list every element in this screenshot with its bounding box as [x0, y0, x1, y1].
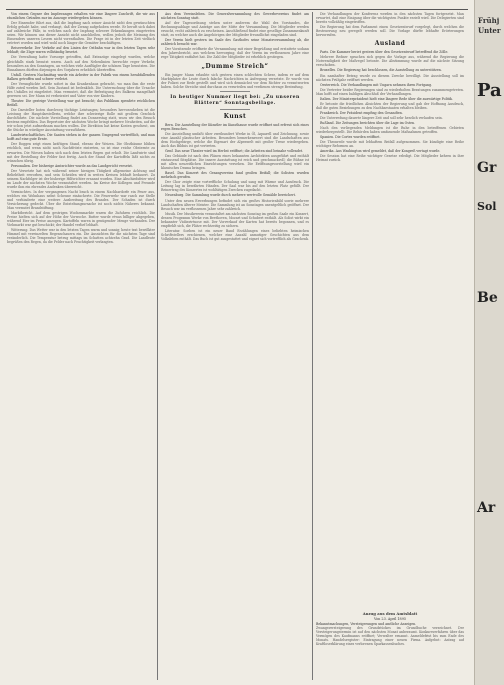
section-heading-kunst: Kunst — [223, 112, 247, 120]
article-paragraph: Aus dem Vereinsleben. Die Generalversammlung des Gewerbevereins findet am nächsten Sonntag statt. — [161, 12, 309, 21]
article-paragraph: Italien. Der Ministerpräsident hielt eine längere Rede über die auswärtige Politik. — [320, 96, 453, 101]
column-rule — [312, 12, 313, 680]
article-paragraph: Der Versetzte hat sich während seiner hiesigen Tätigkeit allgemeine Achtung und Beliebtheit erworben, und sein Scheiden wird in weiten Kreisen lebhaft bedauert. Zu seinem Nachfolger ist der bisherige Hilfsrichter ernannt worden. Eine Abschiedsfeier wird im Laufe der nächsten Woche veranstaltet werden. Im Kreise der Kollegen und Freunde wurde ihm ein ehrendes Andenken überreicht. — [7, 168, 155, 189]
article-paragraph: Marktbericht. Auf dem gestrigen Wochenmarkte waren die Zufuhren reichlich. Die Preise hielten sich auf der Höhe der Vorwoche. Butter wurde etwas billiger abgegeben, während Eier im Preise anzogen. Kartoffeln waren in genügender Menge vorhanden. Der Viehmarkt war gut beschickt; der Handel verlief lebhaft. — [7, 211, 155, 228]
article-paragraph: Die Vertreter beider Regierungen sind zu wiederholten Beratungen zusammengetreten. Man hofft auf einen baldigen Abschluß der Verhandlungen. — [316, 87, 464, 96]
section-heading-ausland: Ausland — [374, 40, 406, 48]
article-paragraph: Nach den vorliegenden Meldungen ist die Ruhe in den betroffenen Gebieten wiederhergestellt. Die Behörden haben umfassende Maßnahmen getroffen. — [316, 126, 464, 135]
article-paragraph: Ein junger Mann erlaubte sich gestern einen schlechten Scherz, indem er auf dem Marktplatze die Leute durch falsche Nachrichten in Aufregung versetzte. Er wurde von der Polizei zur Rede gestellt und wird sich demnächst vor dem Richter zu verantworten haben. Solche Streiche sind durchaus zu verurteilen und verdienen strenge Bestrafung. — [161, 72, 309, 89]
edge-text: Ar — [477, 500, 496, 516]
article-paragraph: Bern. Die Ausstellung der Künstler im Kunsthause wurde eröffnet und erfreut sich eines regen Besuches. — [161, 122, 309, 131]
separator — [220, 109, 250, 110]
notice-text: Zwangsversteigerung des Grundstückes im Grundbuche verzeichnet. Der Versteigerungstermin ist auf den nächsten Monat anberaumt. Konkursverfahren über das Vermögen des Kaufmanns eröffnet; Verwalter ernannt. Anmeldefrist bis zum Ende des Monats. Handelsregister: Eintragung einer neuen Firma. Aufgebot: Antrag auf Kraftloserklärung eines verlorenen Sparkassenbuches. — [316, 626, 464, 647]
article-paragraph: Von einem Gegner des Impfzwanges erhalten wir eine längere Zuschrift, die wir aus räumlichen Gründen nur im Auszuge wiedergeben können. — [7, 12, 155, 21]
article-paragraph: Landwirtschaftliches. Die Saaten stehen in der ganzen Umgegend vortrefflich, und man hofft auf eine gute Ernte. — [7, 133, 155, 142]
article-paragraph: Theater. Die gestrige Vorstellung war gut besucht; das Publikum spendete reichlichen Beifall. — [7, 98, 155, 107]
article-paragraph: Frankreich. Der Präsident empfing den Gesandten. — [320, 110, 403, 115]
article-paragraph: Rußland. Die Zeitungen berichten über die Lage im Osten. — [320, 120, 416, 125]
article-paragraph: Oesterreich. Die Verhandlungen mit Ungarn nehmen ihren Fortgang. — [320, 82, 433, 87]
edge-text: Frühj — [478, 16, 500, 25]
article-paragraph: Die Unterredung dauerte längere Zeit und soll sehr herzlich verlaufen sein. — [320, 115, 443, 120]
article-paragraph: Die Ausstellung umfaßt über zweihundert Werke in Öl, Aquarell und Zeichnung, sowie eine Anzahl plastischer Arbeiten. Besonders bemerkenswert sind die Landschaften aus dem Hochgebirge, welche die Eigenart der Alpenwelt mit großer Treue wiedergeben. Auch das Bildnis ist gut vertreten. — [161, 131, 309, 148]
article-paragraph: Er betonte die friedlichen Absichten der Regierung und gab der Hoffnung Ausdruck, daß die guten Beziehungen zu den Nachbarstaaten erhalten bleiben. — [316, 101, 464, 110]
article-paragraph: Die Thronrede wurde mit lebhaftem Beifall aufgenommen. Sie kündigte eine Reihe wichtiger Reformen an. — [316, 140, 464, 149]
notice-text: Bekanntmachungen, Versteigerungen und amtliche Anzeigen. — [316, 622, 417, 627]
article-paragraph: Neuenburg. Die Sammlung wurde durch mehrere wertvolle Gemälde bereichert. — [165, 193, 296, 198]
article-paragraph: Paris. Die Kammer beriet gestern über den Gesetzentwurf betreffend die Zölle. — [320, 50, 449, 55]
article-paragraph: Witterung. Das Wetter war in den letzten Tagen warm und sonnig; heute trat bewölkter Himmel mit vereinzelten Regenschauern ein. Die Aussichten für die nächsten Tage sind veränderlich. Die Temperatur betrug mittags im Schatten achtzehn Grad. Die Landleute begrüßen den Regen, da die Felder nach Feuchtigkeit verlangten. — [7, 228, 155, 245]
article-paragraph: Musik. Der Musikverein veranstaltet am nächsten Sonntag im großen Saale ein Konzert, dessen Programm Werke von Beethoven, Mozart und Schubert enthält. Als Solist wirkt ein bekannter Violinvirtuose mit. Der Vorverkauf der Karten hat bereits begonnen, und es empfiehlt sich, die Plätze rechtzeitig zu sichern. — [161, 211, 309, 228]
article-paragraph: Spanien. Die Cortes wurden eröffnet. — [320, 135, 381, 140]
article-paragraph: Die Session hat eine Reihe wichtiger Gesetze erledigt. Die Mitglieder kehren in ihre Heimat zurück. — [316, 154, 464, 163]
article-paragraph: Der Roggen zeigt einen kräftigen Stand, ebenso der Weizen. Die Obstbäume blühen reichlich, und wenn nicht noch Nachtfröste eintreten, so ist eine reiche Obsternte zu erwarten. Die Wiesen haben sich nach dem letzten Regen gut erholt. Die Landwirte sind mit der Bestellung der Felder fast fertig. Auch der Stand der Kartoffeln läßt nichts zu wünschen übrig. — [7, 142, 155, 163]
article-paragraph: Der Einsender führt aus, daß die Impfung nach seiner Ansicht nicht den gewünschten Erfolg gehabt habe, und verlangt, daß der Zwang aufgehoben werde. Er beruft sich dabei auf zahlreiche Fälle, in welchen nach der Impfung schwere Erkrankungen eingetreten seien. Wir können uns dieser Ansicht nicht anschließen, wollen jedoch die Meinung des Einsenders unseren Lesern nicht vorenthalten. Die Frage ist in der letzten Zeit vielfach erörtert worden und wird wohl noch länger die Gemüter beschäftigen. — [7, 21, 155, 46]
adjacent-page-edge — [474, 0, 504, 685]
top-rule — [6, 9, 468, 10]
column-2 — [161, 12, 309, 680]
article-paragraph: Amerika. Aus Washington wird gemeldet, daß der Kongreß vertagt wurde. — [320, 149, 441, 154]
supplement-notice: In heutiger Nummer liegt bei: „Zu unseren Blättern“ Sonntagsbeilage. — [170, 94, 300, 106]
column-1 — [7, 12, 155, 680]
edge-text: Be — [477, 290, 498, 306]
quote-heading: „Dumme Streich“ — [201, 62, 269, 70]
article-paragraph: Personalien. Der bisherige Amtsrichter wurde an das Landgericht versetzt. — [11, 163, 133, 168]
article-paragraph: Die Verhandlungen der Konferenz werden in den nächsten Tagen fortgesetzt. Man erwartet, daß eine Einigung über die wichtigsten Punkte erzielt wird. Die Delegierten sind bereits vollzählig eingetroffen. — [316, 12, 464, 25]
article-paragraph: Der Chor zeigte eine vortreffliche Schulung und sang mit Wärme und Ausdruck. Die Leitung lag in bewährten Händen. Der Saal war bis auf den letzten Platz gefüllt. Der Reinertrag des Konzertes ist wohltätigen Zwecken zugedacht. — [161, 180, 309, 193]
article-paragraph: Die Darsteller boten durchweg tüchtige Leistungen; besonders hervorzuheben ist die Leistung der Hauptdarstellerin, welche ihre schwierige Rolle mit großem Geschick durchführte. Die nächste Vorstellung findet am Donnerstag statt, wozu wir den Besuch bestens empfehlen. Das Repertoire der nächsten Woche bringt mehrere Neuheiten, auf die wir schon jetzt aufmerksam machen wollen. Die Direktion hat keine Kosten gescheut, um die Stücke in würdiger Ausstattung vorzuführen. — [7, 108, 155, 133]
edge-text: Unter — [478, 26, 501, 35]
edge-text: Gr — [477, 160, 497, 176]
article-paragraph: Der Vorsitzende eröffnete die Versammlung mit einer Begrüßung und erstattete sodann den Jahresbericht, aus welchem hervorging, daß der Verein im verflossenen Jahre eine rege Tätigkeit entfaltet hat. Die Zahl der Mitglieder ist erheblich gestiegen. — [161, 47, 309, 60]
article-paragraph: Das Gebäude ist nach den Plänen eines bekannten Architekten ausgeführt und enthält eintausend Sitzplätze. Die innere Ausstattung ist reich und geschmackvoll; die Bühne ist mit allen neuzeitlichen Einrichtungen versehen. Die Eröffnungsvorstellung wird ein klassisches Drama bringen. — [161, 154, 309, 171]
article-paragraph: Literatur. Soeben ist ein neuer Band Erzählungen eines beliebten heimischen Schriftstellers erschienen, welcher eine Anzahl anmutiger Geschichten aus dem Volksleben enthält. Das Buch ist gut ausgestattet und eignet sich vortrefflich als Geschenk. — [161, 228, 309, 241]
article-paragraph: Unfall. Gestern Nachmittag wurde ein Arbeiter in der Fabrik von einem herabfallenden Balken getroffen und schwer verletzt. — [7, 72, 155, 81]
edge-text: Sol — [477, 200, 497, 213]
article-paragraph: Basel. Das Konzert des Gesangvereins fand großen Beifall; die Solisten wurden mehrfach gerufen. — [161, 171, 309, 180]
article-paragraph: Auf der Tagesordnung stehen unter anderem die Wahl des Vorstandes, die Rechnungsablage und Anträge aus der Mitte der Versammlung. Die Mitglieder werden ersucht, recht zahlreich zu erscheinen. Anschließend findet eine gesellige Zusammenkunft statt, zu welcher auch die Angehörigen der Mitglieder freundlichst eingeladen sind. — [161, 21, 309, 38]
article-paragraph: Mehrere Redner sprachen sich gegen die Vorlage aus, während die Regierung die Notwendigkeit der Maßregel betonte. Die Abstimmung wurde auf die nächste Sitzung verschoben. — [316, 55, 464, 68]
article-paragraph: Reiseverkehr. Der Verkehr auf den Linien der Ostbahn war in den letzten Tagen sehr lebhaft; die Züge waren vollständig besetzt. — [7, 46, 155, 55]
separator — [220, 91, 250, 92]
notice-title: Anzug aus dem Amtsblatt — [362, 612, 418, 616]
article-paragraph: Ein namhafter Betrag wurde zu diesem Zwecke bewilligt. Die Ausstellung soll im nächsten Frühjahr eröffnet werden. — [316, 73, 464, 82]
column-3 — [316, 12, 464, 610]
article-paragraph: Der Verein hielt gestern im Saale des Gasthofes seine Monatsversammlung ab, die zahlreich besucht war. — [161, 38, 309, 47]
article-paragraph: Die Verwaltung hatte Vorsorge getroffen, daß Extrazüge eingelegt wurden, welche gleichfalls stark benutzt waren. Auch auf den Nebenlinien herrschte reger Verkehr, besonders an den Sonntagen, an welchen viele Ausflügler die schönen Tage benutzten. Die Einnahmen dürften diejenigen des Vorjahres erheblich übertreffen. — [7, 55, 155, 72]
column-rule — [157, 12, 158, 680]
article-paragraph: Die Regierung hat dem Parlament einen Gesetzentwurf vorgelegt, durch welchen die Besteuerung neu geregelt werden soll. Die Vorlage dürfte lebhafte Erörterungen hervorrufen. — [316, 25, 464, 38]
article-paragraph: Der Verunglückte wurde sofort in das Krankenhaus gebracht, wo man ihm die erste Hilfe zuteil werden ließ. Sein Zustand ist bedenklich. Die Untersuchung über die Ursache des Unfalles ist eingeleitet. Man vermutet, daß die Befestigung des Balkens mangelhaft gewesen sei. Der Mann ist verheiratet und Vater von vier Kindern. — [7, 81, 155, 98]
article-paragraph: Bruxelles. Die Regierung hat beschlossen, die Ausstellung zu unterstützen. — [320, 68, 442, 73]
notice-date: Von 23. April 1895 — [373, 617, 407, 622]
article-paragraph: Genf. Das neue Theater wird im Herbst eröffnet; die Arbeiten sind beinahe vollendet. — [165, 148, 304, 153]
official-notice-box — [316, 612, 464, 678]
article-paragraph: Unter den neuen Erwerbungen befindet sich ein großes Historienbild sowie mehrere Landschaften älterer Meister. Die Sammlung ist an Sonntagen unentgeltlich geöffnet. Der Besuch war im verflossenen Jahre sehr zahlreich. — [161, 198, 309, 211]
edge-text: Pa — [477, 80, 502, 101]
article-paragraph: Vermischtes. In der vergangenen Nacht brach in einem Nachbardorfe ein Feuer aus, welches ein Wohnhaus nebst Scheune einäscherte. Die Feuerwehr war rasch zur Stelle und verhinderte eine weitere Ausbreitung des Brandes. Der Schaden ist durch Versicherung gedeckt. Über die Entstehungsursache ist noch nichts Näheres bekannt. Man vermutet Brandstiftung. — [7, 189, 155, 211]
